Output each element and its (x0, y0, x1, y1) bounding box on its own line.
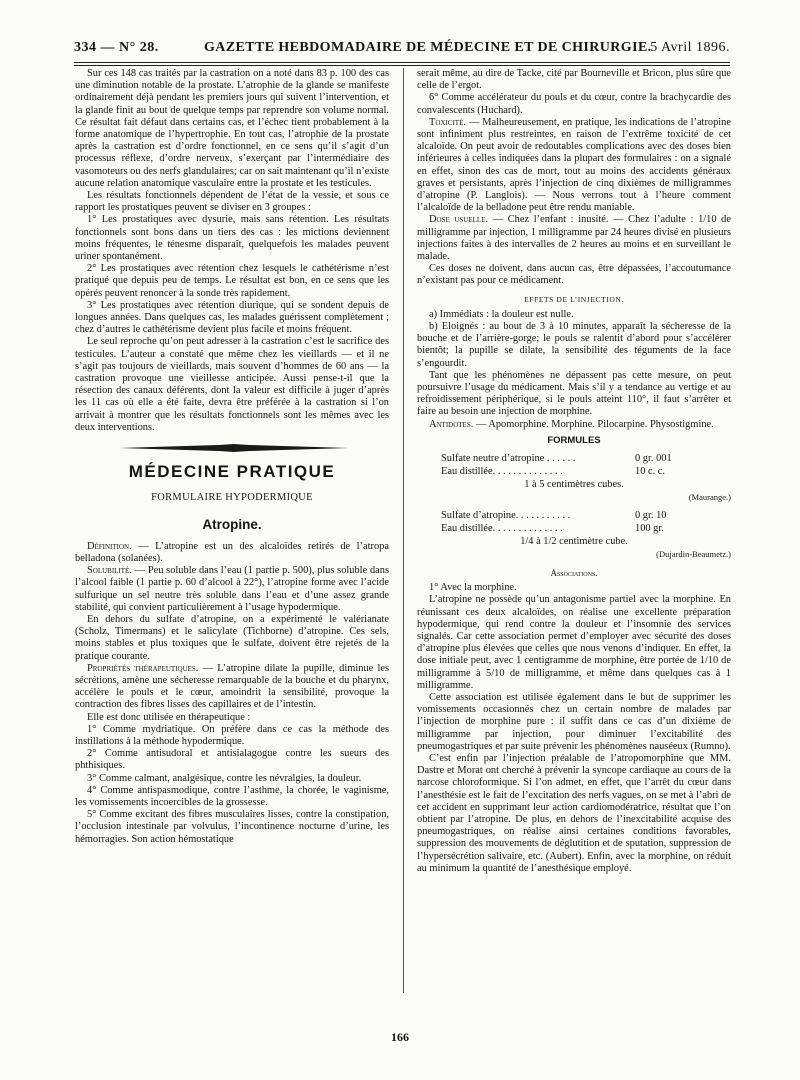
paragraph: Elle est donc utilisée en thérapeutique : (87, 711, 251, 723)
paragraph-dose: Dose usuelle. — Chez l’enfant : inusité. — Chez l’adulte : 1/10 de milligramme par injection, 1 milligramme par 24 heures divisé en plusieurs injections faites à des intervalles de 2 heures au moins et en surveillant le malade. (417, 214, 731, 263)
section-ornament (75, 438, 389, 460)
list-item: a) Immédiats : la douleur est nulle. (429, 308, 574, 320)
paragraph: Sur ces 148 cas traités par la castration on a noté dans 83 p. 100 des cas une diminution notable de la prostate. L’atrophie de la glande se manifeste ordinairement déjà pendant les premiers jours qui suivent l’intervention, et la glande finit au bout de quelque temps par reprendre son volume normal. Ce résultat fait défaut dans certains cas, et l’échec tient probablement à la forme anatomique de l’hypertrophie. En tout cas, l’atrophie de la prostate après la castration est d’ordre fonctionnel, en ce sens qu’il s’agit d’un processus réflexe, d’ordre nerveux, s’exerçant par l’intermédiaire des vasomoteurs ou des nerfs glandulaires; car on sait maintenant qu’il n’existe aucune relation anatomique vasculaire entre la prostate et les testicules. (75, 68, 389, 189)
associations-heading: Associations. (550, 567, 598, 578)
run-in-label: Définition. (87, 540, 132, 552)
formula-ingredient: Eau distillée. . . . . . . . . . . . . . (441, 466, 563, 478)
list-item: 6° Comme accélérateur du pouls et du cœur, contre la brachycardie des convalescents (Huchard). (417, 92, 731, 116)
formula-row (417, 510, 731, 523)
paragraph: Ces doses ne doivent, dans aucun cas, être dépassées, l’accoutumance n’existant pas pour ce médicament. (417, 263, 731, 287)
paragraph: Cette association est utilisée également dans le but de supprimer les vomissements occasionnés chez un certain nombre de malades par l’injection de morphine pure : il suffit dans ce cas d’un dixième de milligramme par injection, pour diminuer l’excitabilité des pneumogastriques et par suite prévenir les phénomènes nauséeux (Rumno). (417, 691, 731, 752)
section-title: MÉDECINE PRATIQUE (128, 462, 336, 482)
paragraph: 2° Les prostatiques avec rétention chez lesquels le cathétérisme n’est pratiqué que depuis peu de temps. Le résultat est bon, en ce sens que les opérés peuvent renoncer à la sonde très rapidement. (75, 263, 389, 299)
running-header (74, 38, 730, 60)
formula-dosage: 1 à 5 centimètres cubes. (524, 479, 624, 491)
formula-quantity: 100 gr. (635, 522, 664, 534)
formula-source: (Dujardin-Beaumetz.) (656, 548, 731, 559)
paragraph-definition: Définition. — L’atropine est un des alcaloïdes retirés de l’atropa belladona (solanées). (75, 540, 389, 564)
run-in-label: Dose usuelle. (429, 214, 489, 226)
run-in-label: Antidotes. (429, 418, 474, 430)
paragraph-properties: Propriétés thérapeutiques. — L’atropine dilate la pupille, diminue les sécrétions, amène une sécheresse remarquable de la bouche et du pharynx, accélère le pouls et le cœur, amoindrit la sensibilité, provoque la contraction des fibres lisses des capillaires et de l’intestin. (75, 662, 389, 711)
header-rule-thin (74, 65, 730, 66)
effects-heading: EFFETS DE L’INJECTION. (524, 294, 624, 304)
paragraph: Les résultats fonctionnels dépendent de l’état de la vessie, et sous ce rapport les prostatiques peuvent se diviser en 3 groupes : (75, 190, 389, 214)
formula-quantity: 10 c. c. (635, 466, 666, 478)
right-column (417, 68, 731, 875)
formula-quantity: 0 gr. 10 (635, 509, 667, 521)
run-in-label: Solubilité. (87, 565, 132, 577)
list-item: 3° Comme calmant, analgésique, contre les névralgies, la douleur. (87, 772, 362, 784)
page-issue-number: 334 — N° 28. (74, 40, 159, 55)
left-column (75, 68, 389, 846)
list-item: 1° Avec la morphine. (429, 582, 517, 594)
paragraph: En dehors du sulfate d’atropine, on a expérimenté le valérianate (Scholz, Timermans) et le salicylate (Tichborne) d’atropine. Ces sels, moins stables et plus toxiques que le sulfate, doivent être rejetés de la pratique courante. (75, 613, 389, 662)
formulas-heading: FORMULES (547, 434, 601, 446)
run-in-label: Toxicité. (429, 116, 466, 128)
paragraph: 3° Les prostatiques avec rétention diurique, qui se sondent depuis de longues années. Dans quelques cas, les malades guérissent complètement ; chez d’autres le cathétérisme devient plus facile et moins fréquent. (75, 299, 389, 336)
list-item: b) Eloignés : au bout de 3 à 10 minutes, apparaît la sécheresse de la bouche et de l’arrière-gorge; le pouls se ralentit d’abord pour s’accélérer bientôt; la pupille se dilate, la sensibilité des téguments de la face s’engourdit. (417, 321, 731, 369)
formula-ingredient: Sulfate d’atropine. . . . . . . . . . . (441, 509, 571, 521)
formula-source: (Maurange.) (688, 492, 731, 503)
paragraph-antidotes: Antidotes. — Apomorphine. Morphine. Pilocarpine. Physostigmine. (429, 418, 714, 430)
list-item: 5° Comme excitant des fibres musculaires lisses, contre la constipation, l’occlusion intestinale par volvulus, l’incontinence nocturne d’urine, les hémorragies. Son action hémostatique (75, 809, 389, 845)
run-in-label: Propriétés thérapeutiques. (87, 662, 199, 674)
column-divider (403, 68, 404, 993)
issue-date: 5 Avril 1896. (650, 40, 730, 55)
list-item: 1° Comme mydriatique. On préfère dans ce cas la méthode des instillations à la méthode hypodermique. (75, 723, 389, 747)
list-item: 4° Comme antispasmodique, contre l’asthme, la chorée, le vaginisme, les vomissements incoercibles de la grossesse. (75, 784, 389, 808)
formula-ingredient: Eau distillée. . . . . . . . . . . . . . (441, 522, 563, 534)
drug-title: Atropine. (202, 516, 262, 532)
paragraph: Tant que les phénomènes ne dépassent pas cette mesure, on peut poursuivre l’usage du médicament. Mais s’il y a tendance au vertige et au refroidissement périphérique, si le pouls atteint 110°, il faut s’arrêter et faire au besoin une injection de morphine. (417, 369, 731, 418)
paragraph: 1° Les prostatiques avec dysurie, mais sans rétention. Les résultats fonctionnels sont bons dans un tiers des cas : les mictions deviennent moins fréquentes, le ténesme disparaît, quelquefois les malades peuvent uriner spontanément. (75, 214, 389, 263)
ornament-rule-icon (119, 444, 349, 452)
header-rule-thick (74, 62, 730, 63)
paragraph: L’atropine ne possède qu’un antagonisme partiel avec la morphine. En réunissant ces deux alcaloïdes, on réalise une excellente préparation hypodermique, qui rend contre la douleur et l’insomnie des services signalés. Car cette association permet d’employer avec sécurité des doses d’atropine plus élevées que celles que nous venons d’indiquer. En effet, la dose initiale peut, avec 1 centigramme de morphine, être portée de 1/10 de milligramme à 5/10 de milligramme, et même dans quelques cas à 1 milligramme. (417, 594, 731, 691)
formula-quantity: 0 gr. 001 (635, 453, 672, 465)
list-item: 2° Comme antisudoral et antisialagogue contre les sueurs des phthisiques. (75, 748, 389, 772)
page-number: 166 (391, 1030, 409, 1044)
paragraph: C’est enfin par l’injection préalable de l’atropomorphine que MM. Dastre et Morat ont cherché à prévenir la syncope cardiaque au cours de la narcose chloroformique. Si l’on admet, en effet, que l’arrêt du cœur dans l’anesthésie est le fait de l’excitation des nerfs vagues, on se met à l’abri de cet accident en supprimant leur action cardiomodératrice, résultat que l’on obtient par l’atropine. De plus, en dehors de l’inexcitabilité acquise des pneumogastriques, on réalise ainsi certaines conditions favorables, suppression des mouvements de déglutition et de sputation, suppression de l’hypersécrétion salivaire, etc. (Aubert). Enfin, avec la morphine, on réduit au minimum la quantité de l’anesthésique employé. (417, 752, 731, 874)
subsection-title: FORMULAIRE HYPODERMIQUE (151, 492, 313, 504)
formula-row (417, 466, 731, 479)
journal-title: GAZETTE HEBDOMADAIRE DE MÉDECINE ET DE CHIRURGIE. (204, 40, 652, 55)
paragraph-solubility: Solubilité. — Peu soluble dans l’eau (1 partie p. 500), plus soluble dans l’alcool faible (1 partie p. 60 d’alcool à 22°), l’atropine forme avec l’acide sulfurique un sel neutre très soluble dans l’eau et d’une assez grande stabilité, qui convient particulièrement à l’usage hypodermique. (75, 565, 389, 613)
formula-row (417, 453, 731, 466)
paragraph: Le seul reproche qu’on peut adresser à la castration c’est le sacrifice des testicules. L’auteur a constaté que même chez les vieillards — et il ne s’agit pas toujours de vieillards, mais souvent d’hommes de 60 ans — la castration provoque une vieillesse anticipée. Aussi pense-t-il que la résection des canaux déférents, dont la valeur est difficile à juger d’après les 11 cas où elle a été faite, devra être préférée à la castration si l’on arrivait à montrer que les résultats fonctionnels sont les mêmes avec les deux interventions. (75, 336, 389, 433)
formula-dosage: 1/4 à 1/2 centimètre cube. (520, 535, 628, 547)
paragraph: serait même, au dire de Tacke, cité par Bourneville et Bricon, plus sûre que celle de l’ergot. (417, 68, 731, 92)
formula-row (417, 523, 731, 536)
formula-ingredient: Sulfate neutre d’atropine . . . . . . (441, 453, 576, 465)
paragraph-toxicity: Toxicité. — Malheureusement, en pratique, les indications de l’atropine sont infiniment plus restreintes, en raison de l’extrême toxicité de cet alcaloïde. On peut avoir de redoutables complications avec des doses bien inférieures à celles indiquées dans la plupart des formulaires : on a signalé en effet, sinon des cas de mort, tout au moins des accidents généraux graves et persistants, après l’injection de cinq dixièmes de milligrammes d’atropine (P. Langlois). — Nous verrons tout à l’heure comment l’alcaloïde de la belladone peut être rendu maniable. (417, 116, 731, 214)
